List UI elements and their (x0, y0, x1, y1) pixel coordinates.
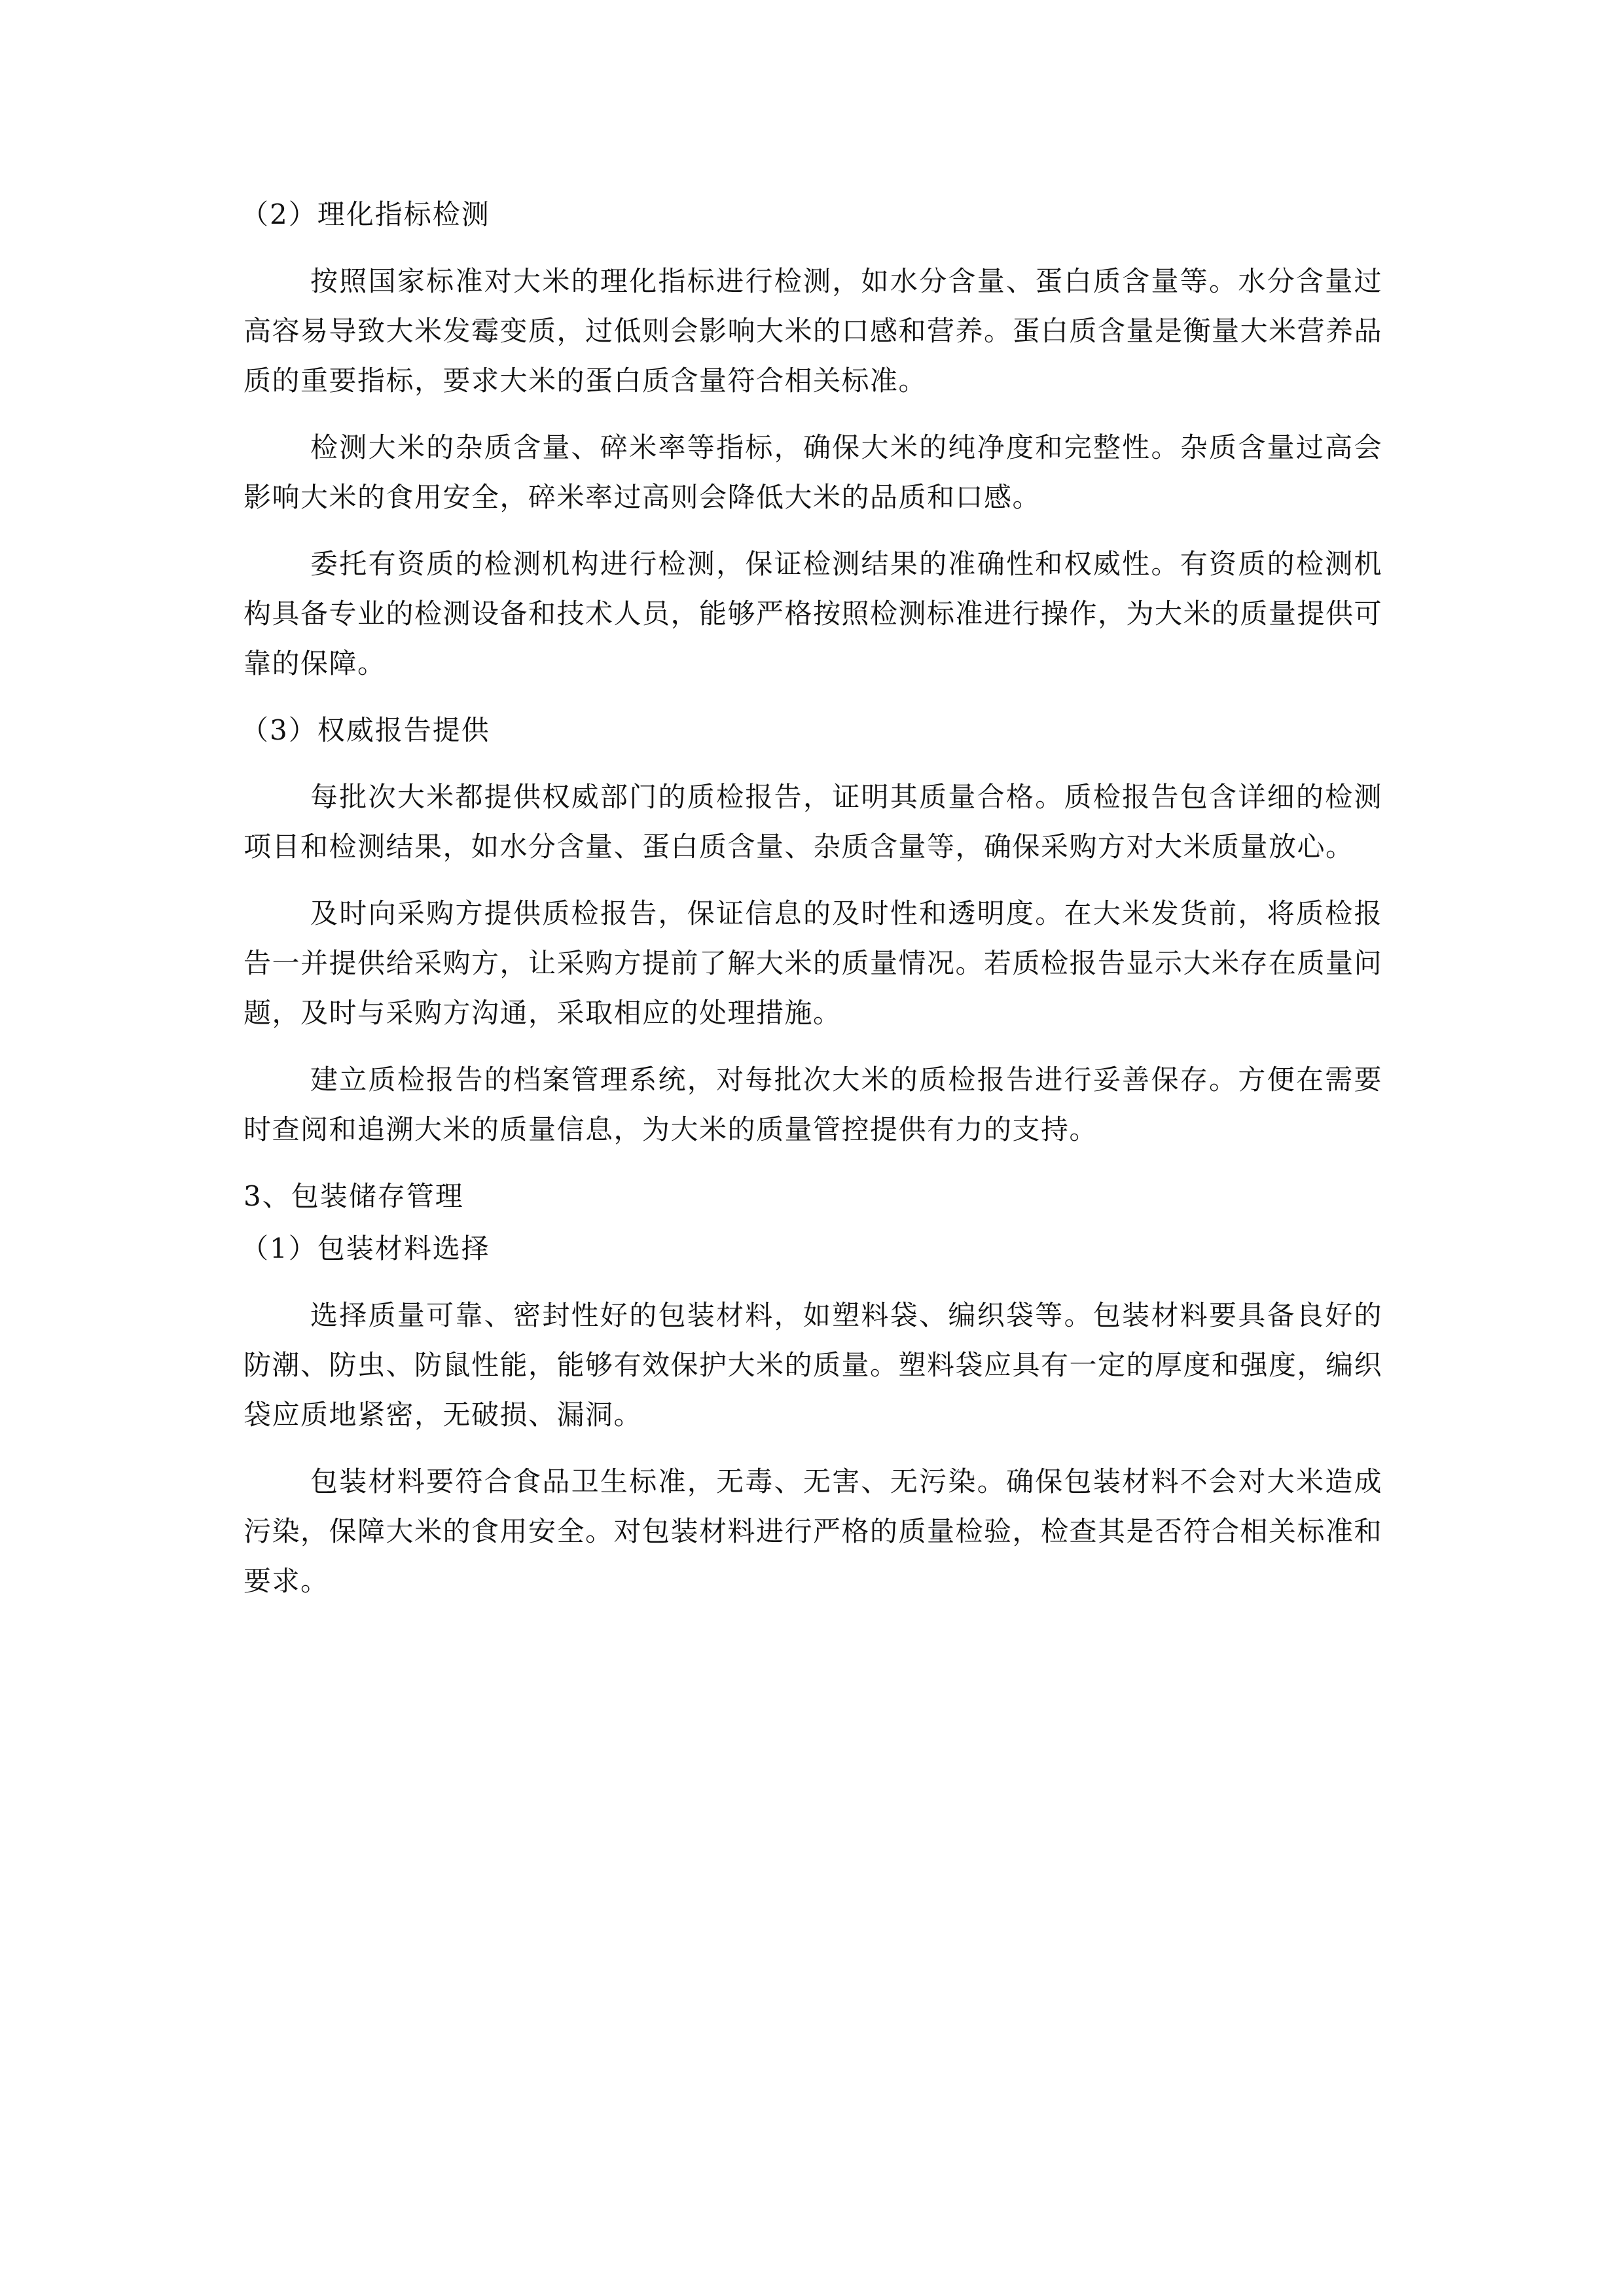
paragraph: 包装材料要符合食品卫生标准，无毒、无害、无污染。确保包装材料不会对大米造成污染，保障大米的食用安全。对包装材料进行严格的质量检验，检查其是否符合相关标准和要求。 (244, 1465, 1383, 1597)
paragraph: 每批次大米都提供权威部门的质检报告，证明其质量合格。质检报告包含详细的检测项目和检测结果，如水分含量、蛋白质含量、杂质含量等，确保采购方对大米质量放心。 (244, 781, 1382, 863)
document-body (241, 190, 1383, 1623)
section-heading-packaging-storage: 3、包装储存管理 (244, 1180, 464, 1212)
paragraph: 选择质量可靠、密封性好的包装材料，如塑料袋、编织袋等。包装材料要具备良好的防潮、防虫、防鼠性能，能够有效保护大米的质量。塑料袋应具有一定的厚度和强度，编织袋应质地紧密，无破损、漏洞。 (244, 1299, 1383, 1431)
paragraph: 按照国家标准对大米的理化指标进行检测，如水分含量、蛋白质含量等。水分含量过高容易导致大米发霉变质，过低则会影响大米的口感和营养。蛋白质含量是衡量大米营养品质的重要指标，要求大米的蛋白质含量符合相关标准。 (244, 265, 1383, 397)
paragraph: 委托有资质的检测机构进行检测，保证检测结果的准确性和权威性。有资质的检测机构具备专业的检测设备和技术人员，能够严格按照检测标准进行操作，为大米的质量提供可靠的保障。 (244, 548, 1383, 679)
paragraph: 检测大米的杂质含量、碎米率等指标，确保大米的纯净度和完整性。杂质含量过高会影响大米的食用安全，碎米率过高则会降低大米的品质和口感。 (244, 431, 1382, 513)
subheading-packaging-material: （1）包装材料选择 (241, 1232, 490, 1265)
subheading-physicochemical-testing: （2）理化指标检测 (241, 198, 490, 230)
paragraph: 及时向采购方提供质检报告，保证信息的及时性和透明度。在大米发货前，将质检报告一并提供给采购方，让采购方提前了解大米的质量情况。若质检报告显示大米存在质量问题，及时与采购方沟通，采取相应的处理措施。 (244, 897, 1383, 1029)
paragraph: 建立质检报告的档案管理系统，对每批次大米的质检报告进行妥善保存。方便在需要时查阅和追溯大米的质量信息，为大米的质量管控提供有力的支持。 (244, 1064, 1382, 1145)
subheading-authoritative-report: （3）权威报告提供 (241, 714, 490, 746)
